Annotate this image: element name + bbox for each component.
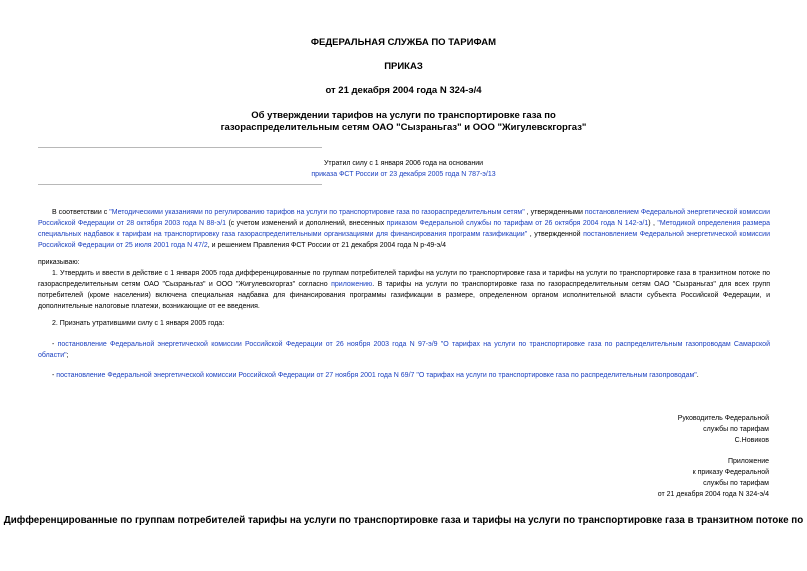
link-fek-resolution-97[interactable]: постановление Федеральной энергетической комиссии Российской Федерации от 26 ноября 2003 года N 97-э/9 "О тарифах на услуги по транспортировке газа по распределительным газопроводам Самарской области" bbox=[38, 341, 770, 359]
link-fek-resolution-88[interactable]: постановлением Федеральной энергетической комиссии Российской Федерации от 28 октября 2003 года N 88-э/1 bbox=[38, 209, 770, 227]
signature-block bbox=[678, 413, 769, 446]
link-appendix[interactable]: приложению bbox=[331, 281, 373, 288]
repeal-item-1 bbox=[38, 339, 770, 361]
appendix-ref-2: службы по тарифам bbox=[703, 480, 769, 487]
preamble-text-2: , утвержденными bbox=[524, 209, 585, 216]
appendix-heading: Дифференцированные по группам потребителей тарифы на услуги по транспортировке газа и тарифы на услуги по транспортировке газа в транзитном потоке по bbox=[3, 515, 804, 526]
repeal-2-dash: - bbox=[52, 372, 57, 379]
signature-position: Руководитель Федеральной bbox=[677, 415, 769, 422]
repeal-1-dash: - bbox=[52, 341, 58, 348]
status-rule-bottom bbox=[38, 184, 322, 185]
status-rule-top bbox=[38, 147, 322, 148]
repeal-item-2 bbox=[38, 370, 770, 381]
preamble-text-6: , и решением Правления ФСТ России от 21 декабря 2004 года N р-49-э/4 bbox=[207, 242, 447, 249]
appendix-ref-date: от 21 декабря 2004 года N 324-э/4 bbox=[657, 491, 769, 498]
link-fst-order-142[interactable]: приказом Федеральной службы по тарифам от 26 октября 2004 года N 142-э/1 bbox=[386, 220, 649, 227]
document-title-line2: газораспределительным сетям ОАО "Сызраньгаз" и ООО "Жигулевскгоргаз" bbox=[220, 122, 587, 133]
document-title-line1: Об утверждении тарифов на услуги по транспортировке газа по bbox=[251, 110, 556, 121]
appendix-block bbox=[658, 456, 769, 500]
item-1-text-2: . В тарифы на услуги по транспортировке газа по газораспределительным сетям ОАО "Сызраньгаз" для всех групп потребителей (кроме населения) включена специальная надбавка для финансирования программы газификации в размере, определенном органом исполнительной власти субъекта Российской Федерации, и дополнительные налоговые платежи, возникающие от ее введения. bbox=[38, 281, 770, 310]
item-1-paragraph bbox=[38, 268, 770, 312]
link-fek-resolution-69[interactable]: постановление Федеральной энергетической комиссии Российской Федерации от 27 ноября 2001 года N 69/7 "О тарифах на услуги по транспортировке газа по распределительным газопроводам" bbox=[56, 372, 697, 379]
order-word: приказываю: bbox=[38, 259, 80, 266]
repeal-2-end: . bbox=[696, 372, 699, 379]
document-type: ПРИКАЗ bbox=[384, 61, 423, 72]
repeal-1-end: ; bbox=[66, 352, 69, 359]
link-fek-resolution-47[interactable]: постановлением Федеральной энергетической комиссии Российской Федерации от 25 июля 2001 года N 47/2 bbox=[38, 231, 770, 249]
status-note-link[interactable]: приказа ФСТ России от 23 декабря 2005 года N 787-э/13 bbox=[311, 171, 496, 178]
preamble-text-4: ) , bbox=[648, 220, 658, 227]
signature-name: С.Новиков bbox=[734, 437, 769, 444]
item-2-paragraph: 2. Признать утратившими силу с 1 января 2005 года: bbox=[52, 320, 225, 327]
preamble-text-5: , утвержденной bbox=[527, 231, 584, 238]
appendix-label: Приложение bbox=[727, 458, 769, 465]
document-date: от 21 декабря 2004 года N 324-э/4 bbox=[325, 85, 482, 96]
preamble-paragraph bbox=[38, 207, 770, 251]
link-surcharge-methodology[interactable]: "Методикой определения размера специальных надбавок к тарифам на транспортировку газа газораспределительными организациями для финансирования программ газификации" bbox=[38, 220, 771, 238]
appendix-ref-1: к приказу Федеральной bbox=[692, 469, 769, 476]
item-1-text-1: 1. Утвердить и ввести в действие с 1 января 2005 года дифференцированные по группам потребителей тарифы на услуги по транспортировке газа и тарифы на услуги по транспортировке газа в транзитном потоке по газораспределительным сетям ОАО "Сызраньгаз" и ООО "Жигулевскгоргаз" согласно bbox=[38, 270, 770, 288]
status-note: Утратил силу с 1 января 2006 года на основании bbox=[323, 160, 484, 167]
signature-agency: службы по тарифам bbox=[703, 426, 769, 433]
preamble-text-1: В соответствии с bbox=[52, 209, 110, 216]
agency-name: ФЕДЕРАЛЬНАЯ СЛУЖБА ПО ТАРИФАМ bbox=[310, 37, 497, 48]
preamble-text-3: (с учетом изменений и дополнений, внесенных bbox=[226, 220, 387, 227]
link-methodical-guidelines[interactable]: "Методическими указаниями по регулированию тарифов на услуги по транспортировке газа по газораспределительным сетям" bbox=[109, 209, 525, 216]
